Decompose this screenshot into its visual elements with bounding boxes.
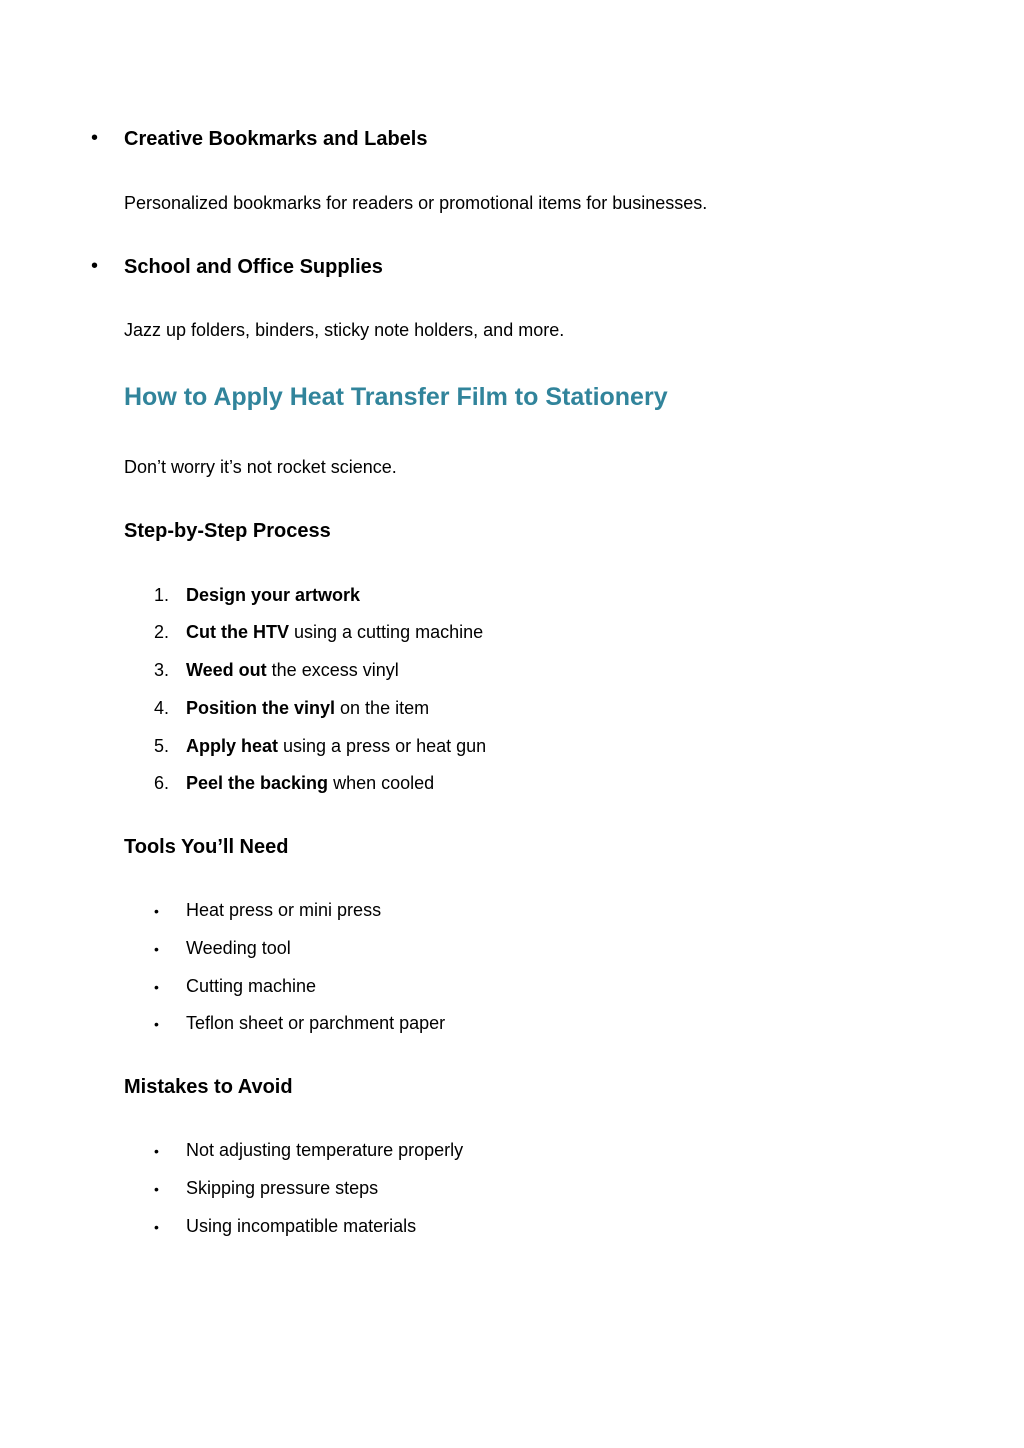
step-bold: Cut the HTV (186, 622, 289, 642)
step-item (186, 737, 486, 755)
bullet-icon: • (154, 979, 159, 995)
section-title: How to Apply Heat Transfer Film to Stationery (124, 383, 668, 411)
mistakes-heading: Mistakes to Avoid (124, 1076, 293, 1098)
step-rest: the excess vinyl (266, 660, 399, 680)
step-bold: Position the vinyl (186, 698, 336, 718)
step-item (186, 661, 399, 679)
bullet-icon: • (91, 255, 99, 277)
list-item-heading: Creative Bookmarks and Labels (124, 128, 428, 150)
step-item (186, 586, 360, 604)
step-bold: Apply heat (186, 736, 279, 756)
tool-item: Teflon sheet or parchment paper (186, 1013, 446, 1033)
bullet-icon: • (154, 1181, 159, 1197)
step-rest: using a cutting machine (289, 622, 484, 642)
bullet-icon: • (154, 1143, 159, 1159)
step-rest: on the item (335, 698, 430, 718)
step-rest: when cooled (328, 773, 435, 793)
tool-item: Cutting machine (186, 976, 317, 996)
step-item (186, 699, 429, 717)
tool-item: Weeding tool (186, 938, 291, 958)
list-item-description: Jazz up folders, binders, sticky note holders, and more. (124, 320, 565, 340)
step-number: 4. (154, 698, 170, 718)
step-item (186, 774, 434, 792)
step-number: 6. (154, 773, 170, 793)
step-bold: Design your artwork (186, 585, 361, 605)
step-number: 2. (154, 622, 170, 642)
step-number: 5. (154, 736, 170, 756)
step-number: 3. (154, 660, 170, 680)
tool-item: Heat press or mini press (186, 900, 382, 920)
step-number: 1. (154, 585, 170, 605)
bullet-icon: • (154, 1219, 159, 1235)
bullet-icon: • (154, 903, 159, 919)
bullet-icon: • (154, 941, 159, 957)
bullet-icon: • (154, 1016, 159, 1032)
section-intro: Don’t worry it’s not rocket science. (124, 457, 397, 477)
bullet-icon: • (91, 127, 99, 149)
step-bold: Weed out (186, 660, 267, 680)
mistake-item: Using incompatible materials (186, 1216, 417, 1236)
list-item-heading: School and Office Supplies (124, 256, 383, 278)
mistake-item: Not adjusting temperature properly (186, 1140, 464, 1160)
list-item-description: Personalized bookmarks for readers or promotional items for businesses. (124, 193, 708, 213)
step-rest: using a press or heat gun (278, 736, 487, 756)
mistake-item: Skipping pressure steps (186, 1178, 379, 1198)
step-bold: Peel the backing (186, 773, 329, 793)
step-item (186, 623, 483, 641)
steps-heading: Step-by-Step Process (124, 520, 331, 542)
tools-heading: Tools You’ll Need (124, 836, 289, 858)
